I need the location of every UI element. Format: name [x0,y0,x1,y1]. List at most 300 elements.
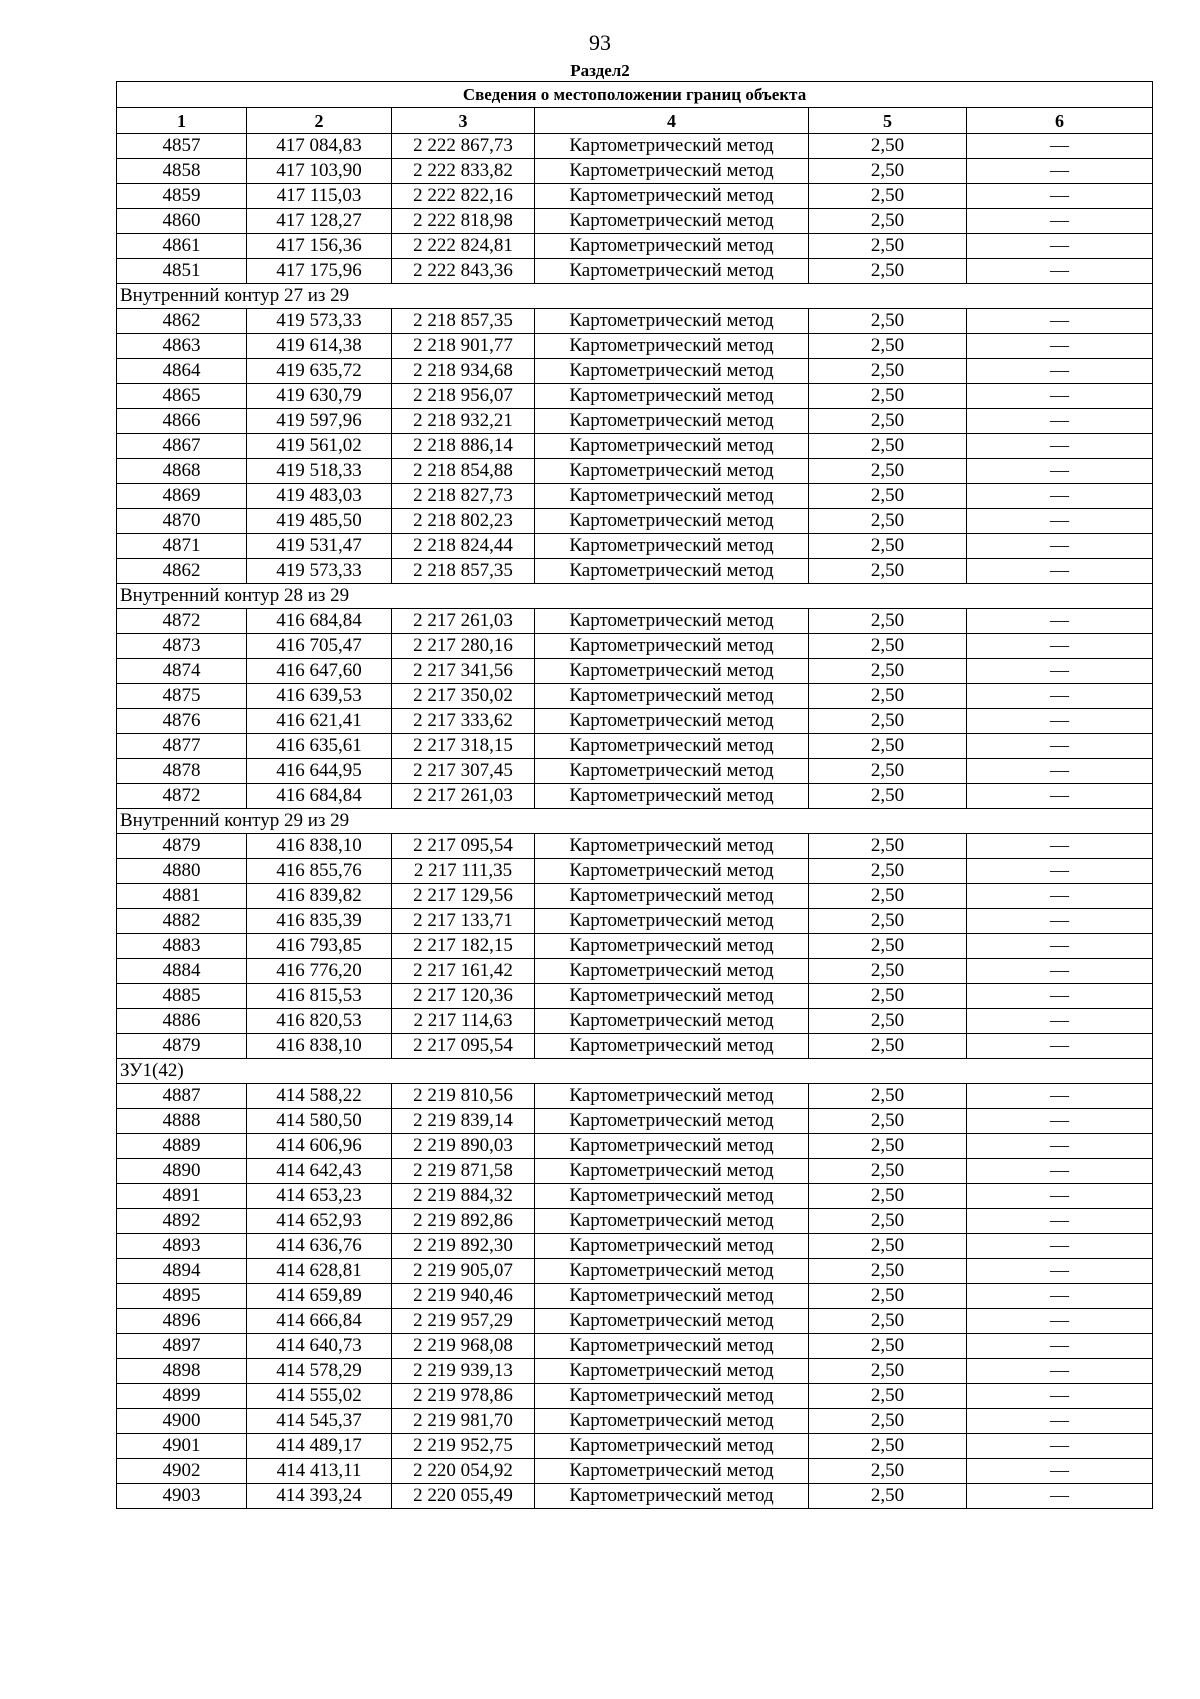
coord-x: 414 652,93 [247,1209,392,1234]
description: — [967,909,1153,934]
table-row [117,1159,1153,1184]
method: Картометрический метод [535,659,809,684]
point-number: 4859 [117,184,247,209]
description: — [967,459,1153,484]
point-number: 4865 [117,384,247,409]
method: Картометрический метод [535,1309,809,1334]
point-number: 4892 [117,1209,247,1234]
accuracy: 2,50 [809,1309,967,1334]
point-number: 4867 [117,434,247,459]
accuracy: 2,50 [809,734,967,759]
accuracy: 2,50 [809,1184,967,1209]
method: Картометрический метод [535,509,809,534]
coord-y: 2 218 886,14 [392,434,535,459]
coord-y: 2 217 350,02 [392,684,535,709]
accuracy: 2,50 [809,434,967,459]
point-number: 4872 [117,784,247,809]
point-number: 4888 [117,1109,247,1134]
point-number: 4879 [117,834,247,859]
method: Картометрический метод [535,1259,809,1284]
method: Картометрический метод [535,959,809,984]
table-row [117,559,1153,584]
coord-y: 2 219 968,08 [392,1334,535,1359]
description: — [967,884,1153,909]
table-row [117,159,1153,184]
accuracy: 2,50 [809,184,967,209]
method: Картометрический метод [535,434,809,459]
description: — [967,934,1153,959]
description: — [967,1359,1153,1384]
accuracy: 2,50 [809,959,967,984]
point-number: 4893 [117,1234,247,1259]
coord-x: 416 647,60 [247,659,392,684]
accuracy: 2,50 [809,1384,967,1409]
table-row [117,709,1153,734]
table-row [117,1359,1153,1384]
coord-x: 414 393,24 [247,1484,392,1509]
table-row [117,1334,1153,1359]
description: — [967,1384,1153,1409]
coord-x: 416 835,39 [247,909,392,934]
coord-y: 2 219 892,30 [392,1234,535,1259]
point-number: 4874 [117,659,247,684]
coord-x: 416 839,82 [247,884,392,909]
accuracy: 2,50 [809,1484,967,1509]
coord-x: 414 578,29 [247,1359,392,1384]
method: Картометрический метод [535,884,809,909]
method: Картометрический метод [535,1384,809,1409]
accuracy: 2,50 [809,1434,967,1459]
accuracy: 2,50 [809,534,967,559]
description: — [967,659,1153,684]
coord-x: 416 705,47 [247,634,392,659]
description: — [967,1484,1153,1509]
coord-x: 416 684,84 [247,784,392,809]
method: Картометрический метод [535,909,809,934]
coord-x: 416 684,84 [247,609,392,634]
coord-y: 2 217 261,03 [392,784,535,809]
description: — [967,1284,1153,1309]
coord-x: 417 115,03 [247,184,392,209]
point-number: 4900 [117,1409,247,1434]
point-number: 4899 [117,1384,247,1409]
table-row [117,384,1153,409]
description: — [967,384,1153,409]
accuracy: 2,50 [809,1084,967,1109]
coord-y: 2 218 934,68 [392,359,535,384]
method: Картометрический метод [535,1409,809,1434]
description: — [967,359,1153,384]
method: Картометрический метод [535,834,809,859]
point-number: 4866 [117,409,247,434]
method: Картометрический метод [535,734,809,759]
accuracy: 2,50 [809,984,967,1009]
coord-y: 2 217 129,56 [392,884,535,909]
point-number: 4878 [117,759,247,784]
description: — [967,134,1153,159]
coord-x: 414 628,81 [247,1259,392,1284]
accuracy: 2,50 [809,1409,967,1434]
coord-y: 2 218 901,77 [392,334,535,359]
contour-group-row [117,809,1153,834]
coord-x: 419 597,96 [247,409,392,434]
boundary-table [116,81,1153,1509]
description: — [967,1009,1153,1034]
point-number: 4870 [117,509,247,534]
method: Картометрический метод [535,534,809,559]
accuracy: 2,50 [809,309,967,334]
coord-y: 2 217 120,36 [392,984,535,1009]
page-number: 93 [589,30,611,55]
table-row [117,134,1153,159]
point-number: 4864 [117,359,247,384]
description: — [967,259,1153,284]
point-number: 4901 [117,1434,247,1459]
coord-y: 2 217 095,54 [392,1034,535,1059]
description: — [967,1159,1153,1184]
accuracy: 2,50 [809,759,967,784]
column-header-4: 4 [535,108,809,134]
point-number: 4881 [117,884,247,909]
table-row [117,234,1153,259]
method: Картометрический метод [535,634,809,659]
table-row [117,1134,1153,1159]
column-header-3: 3 [392,108,535,134]
table-row [117,309,1153,334]
method: Картометрический метод [535,309,809,334]
coord-y: 2 217 161,42 [392,959,535,984]
coord-x: 419 635,72 [247,359,392,384]
description: — [967,434,1153,459]
description: — [967,684,1153,709]
method: Картометрический метод [535,1484,809,1509]
table-row [117,934,1153,959]
accuracy: 2,50 [809,1359,967,1384]
coord-y: 2 218 824,44 [392,534,535,559]
coord-x: 419 483,03 [247,484,392,509]
accuracy: 2,50 [809,909,967,934]
method: Картометрический метод [535,1234,809,1259]
accuracy: 2,50 [809,609,967,634]
table-row [117,684,1153,709]
table-row [117,1309,1153,1334]
method: Картометрический метод [535,1284,809,1309]
coord-x: 414 640,73 [247,1334,392,1359]
coord-x: 414 555,02 [247,1384,392,1409]
table-row [117,1434,1153,1459]
coord-y: 2 222 867,73 [392,134,535,159]
coord-y: 2 217 095,54 [392,834,535,859]
point-number: 4861 [117,234,247,259]
contour-group-row [117,284,1153,309]
point-number: 4851 [117,259,247,284]
point-number: 4897 [117,1334,247,1359]
point-number: 4875 [117,684,247,709]
method: Картометрический метод [535,234,809,259]
coord-x: 416 815,53 [247,984,392,1009]
method: Картометрический метод [535,184,809,209]
table-row [117,1484,1153,1509]
accuracy: 2,50 [809,1159,967,1184]
description: — [967,1184,1153,1209]
table-header-row [117,108,1153,134]
coord-y: 2 219 905,07 [392,1259,535,1284]
coord-x: 419 630,79 [247,384,392,409]
coord-y: 2 222 818,98 [392,209,535,234]
coord-y: 2 217 318,15 [392,734,535,759]
description: — [967,1034,1153,1059]
coord-x: 414 659,89 [247,1284,392,1309]
contour-group-row [117,584,1153,609]
accuracy: 2,50 [809,459,967,484]
coord-x: 416 820,53 [247,1009,392,1034]
coord-y: 2 219 839,14 [392,1109,535,1134]
method: Картометрический метод [535,1109,809,1134]
point-number: 4858 [117,159,247,184]
point-number: 4896 [117,1309,247,1334]
coord-x: 419 485,50 [247,509,392,534]
coord-y: 2 218 932,21 [392,409,535,434]
coord-x: 419 614,38 [247,334,392,359]
point-number: 4895 [117,1284,247,1309]
point-number: 4885 [117,984,247,1009]
accuracy: 2,50 [809,1034,967,1059]
accuracy: 2,50 [809,934,967,959]
table-row [117,1284,1153,1309]
description: — [967,709,1153,734]
method: Картометрический метод [535,1084,809,1109]
description: — [967,509,1153,534]
coord-y: 2 217 307,45 [392,759,535,784]
method: Картометрический метод [535,484,809,509]
coord-y: 2 217 182,15 [392,934,535,959]
point-number: 4884 [117,959,247,984]
point-number: 4876 [117,709,247,734]
coord-x: 414 580,50 [247,1109,392,1134]
table-row [117,784,1153,809]
table-row [117,984,1153,1009]
description: — [967,1409,1153,1434]
coord-x: 416 793,85 [247,934,392,959]
description: — [967,859,1153,884]
coord-y: 2 217 114,63 [392,1009,535,1034]
method: Картометрический метод [535,784,809,809]
coord-y: 2 217 280,16 [392,634,535,659]
accuracy: 2,50 [809,1334,967,1359]
accuracy: 2,50 [809,234,967,259]
point-number: 4886 [117,1009,247,1034]
coord-x: 416 639,53 [247,684,392,709]
table-row [117,959,1153,984]
accuracy: 2,50 [809,709,967,734]
accuracy: 2,50 [809,1259,967,1284]
method: Картометрический метод [535,384,809,409]
description: — [967,1234,1153,1259]
contour-group-row [117,1059,1153,1084]
method: Картометрический метод [535,1009,809,1034]
contour-label: Внутренний контур 28 из 29 [117,584,1153,609]
accuracy: 2,50 [809,1134,967,1159]
description: — [967,1259,1153,1284]
accuracy: 2,50 [809,884,967,909]
table-row [117,1259,1153,1284]
coord-y: 2 219 892,86 [392,1209,535,1234]
method: Картометрический метод [535,334,809,359]
method: Картометрический метод [535,134,809,159]
section-title: Раздел2 [570,61,630,80]
coord-y: 2 219 978,86 [392,1384,535,1409]
table-row [117,509,1153,534]
coord-y: 2 218 802,23 [392,509,535,534]
coord-x: 414 413,11 [247,1459,392,1484]
accuracy: 2,50 [809,634,967,659]
accuracy: 2,50 [809,384,967,409]
point-number: 4877 [117,734,247,759]
accuracy: 2,50 [809,1109,967,1134]
coord-x: 416 855,76 [247,859,392,884]
accuracy: 2,50 [809,259,967,284]
point-number: 4887 [117,1084,247,1109]
method: Картометрический метод [535,359,809,384]
description: — [967,609,1153,634]
method: Картометрический метод [535,984,809,1009]
coord-y: 2 217 261,03 [392,609,535,634]
table-row [117,609,1153,634]
description: — [967,159,1153,184]
description: — [967,1434,1153,1459]
table-caption-row [117,82,1153,108]
point-number: 4863 [117,334,247,359]
coord-y: 2 219 884,32 [392,1184,535,1209]
point-number: 4873 [117,634,247,659]
coord-x: 416 776,20 [247,959,392,984]
table-row [117,459,1153,484]
table-row [117,659,1153,684]
table-row [117,734,1153,759]
coord-x: 414 642,43 [247,1159,392,1184]
accuracy: 2,50 [809,784,967,809]
point-number: 4862 [117,559,247,584]
accuracy: 2,50 [809,1234,967,1259]
description: — [967,734,1153,759]
column-header-6: 6 [967,108,1153,134]
table-row [117,484,1153,509]
description: — [967,959,1153,984]
description: — [967,1309,1153,1334]
point-number: 4891 [117,1184,247,1209]
column-header-2: 2 [247,108,392,134]
accuracy: 2,50 [809,1209,967,1234]
point-number: 4890 [117,1159,247,1184]
coord-x: 414 588,22 [247,1084,392,1109]
point-number: 4903 [117,1484,247,1509]
point-number: 4902 [117,1459,247,1484]
coord-x: 419 573,33 [247,309,392,334]
coord-x: 414 636,76 [247,1234,392,1259]
column-header-1: 1 [117,108,247,134]
method: Картометрический метод [535,934,809,959]
table-row [117,759,1153,784]
coord-y: 2 219 890,03 [392,1134,535,1159]
accuracy: 2,50 [809,834,967,859]
table-body [117,134,1153,1509]
table-row [117,834,1153,859]
coord-y: 2 222 824,81 [392,234,535,259]
accuracy: 2,50 [809,1009,967,1034]
point-number: 4868 [117,459,247,484]
method: Картометрический метод [535,1459,809,1484]
table-row [117,1209,1153,1234]
coord-x: 416 838,10 [247,1034,392,1059]
accuracy: 2,50 [809,484,967,509]
coord-y: 2 220 054,92 [392,1459,535,1484]
table-row [117,1009,1153,1034]
coord-y: 2 222 822,16 [392,184,535,209]
coord-x: 417 156,36 [247,234,392,259]
coord-y: 2 219 940,46 [392,1284,535,1309]
point-number: 4889 [117,1134,247,1159]
coord-y: 2 217 341,56 [392,659,535,684]
point-number: 4879 [117,1034,247,1059]
description: — [967,209,1153,234]
coord-x: 414 653,23 [247,1184,392,1209]
description: — [967,1109,1153,1134]
coord-x: 419 573,33 [247,559,392,584]
method: Картометрический метод [535,1034,809,1059]
accuracy: 2,50 [809,409,967,434]
method: Картометрический метод [535,1434,809,1459]
coord-y: 2 222 843,36 [392,259,535,284]
method: Картометрический метод [535,709,809,734]
table-row [117,634,1153,659]
coord-x: 419 531,47 [247,534,392,559]
point-number: 4882 [117,909,247,934]
coord-y: 2 222 833,82 [392,159,535,184]
table-row [117,1409,1153,1434]
accuracy: 2,50 [809,359,967,384]
accuracy: 2,50 [809,159,967,184]
accuracy: 2,50 [809,659,967,684]
coord-y: 2 218 857,35 [392,309,535,334]
method: Картометрический метод [535,159,809,184]
contour-label: Внутренний контур 27 из 29 [117,284,1153,309]
description: — [967,184,1153,209]
table-row [117,534,1153,559]
coord-y: 2 217 111,35 [392,859,535,884]
coord-x: 414 545,37 [247,1409,392,1434]
accuracy: 2,50 [809,209,967,234]
accuracy: 2,50 [809,684,967,709]
description: — [967,234,1153,259]
description: — [967,1134,1153,1159]
contour-label: Внутренний контур 29 из 29 [117,809,1153,834]
coord-y: 2 219 981,70 [392,1409,535,1434]
method: Картометрический метод [535,259,809,284]
coord-x: 417 128,27 [247,209,392,234]
accuracy: 2,50 [809,859,967,884]
coord-y: 2 218 827,73 [392,484,535,509]
method: Картометрический метод [535,1184,809,1209]
point-number: 4869 [117,484,247,509]
table-row [117,259,1153,284]
coord-x: 416 621,41 [247,709,392,734]
accuracy: 2,50 [809,1284,967,1309]
method: Картометрический метод [535,459,809,484]
method: Картометрический метод [535,759,809,784]
coord-x: 416 635,61 [247,734,392,759]
coord-x: 419 561,02 [247,434,392,459]
description: — [967,334,1153,359]
